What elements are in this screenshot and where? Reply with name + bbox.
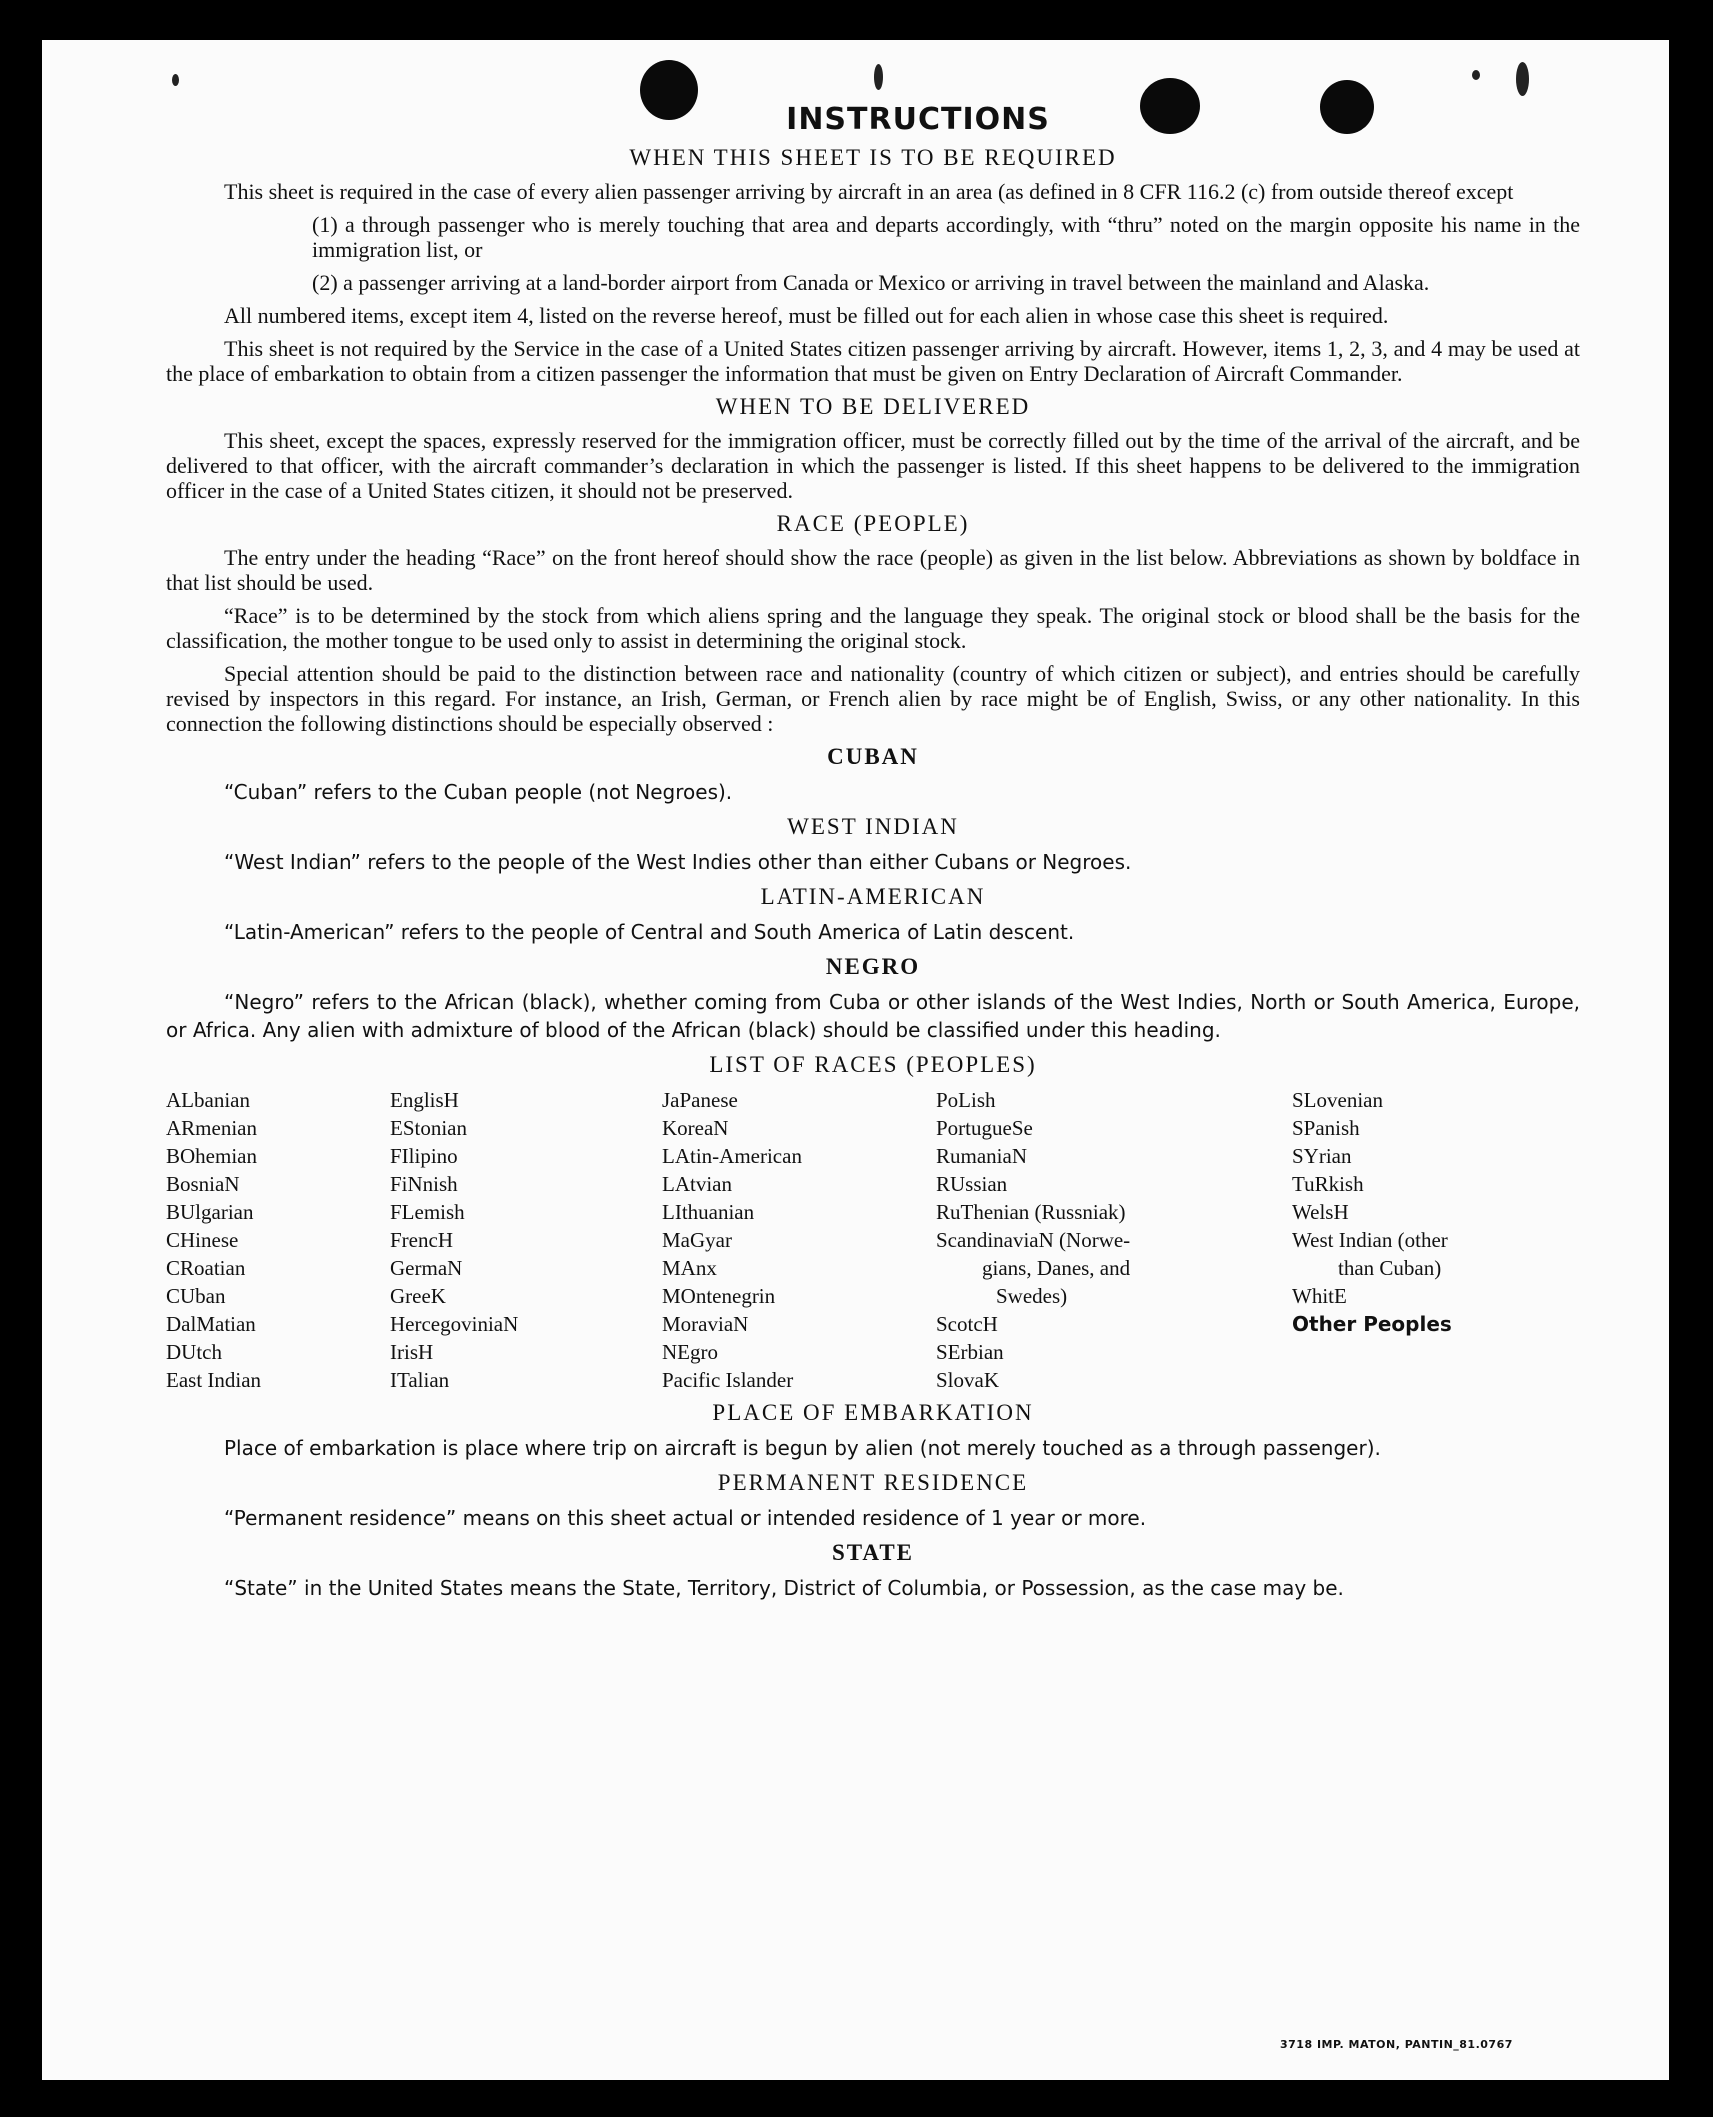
section-heading: CUBAN	[827, 744, 919, 769]
race-entry: Other Peoples	[1292, 1312, 1452, 1336]
race-column	[662, 1086, 936, 1394]
race-column	[390, 1086, 662, 1394]
race-entry: BosniaN	[166, 1172, 240, 1196]
page-title: INSTRUCTIONS	[786, 102, 1050, 137]
race-entry: DalMatian	[166, 1312, 256, 1336]
ink-speck	[172, 74, 179, 86]
race-entry-continued: gians, Danes, and	[982, 1256, 1131, 1280]
race-entry: EnglisH	[390, 1088, 459, 1112]
race-entry: RumaniaN	[936, 1144, 1027, 1168]
race-entry-continued: Swedes)	[996, 1284, 1068, 1308]
race-entry: FIlipino	[390, 1144, 458, 1168]
race-column	[166, 1086, 390, 1394]
race-entry: CRoatian	[166, 1256, 246, 1280]
section-heading: WEST INDIAN	[787, 814, 959, 839]
race-entry: FLemish	[390, 1200, 465, 1224]
section-heading: LIST OF RACES (PEOPLES)	[709, 1052, 1037, 1077]
race-entry: LIthuanian	[662, 1200, 755, 1224]
race-entry: JaPanese	[662, 1088, 738, 1112]
paragraph: This sheet is required in the case of every alien passenger arriving by aircraft in an area (as defined in 8 CFR 116.2 (c) from outside thereof except	[224, 179, 1514, 204]
paragraph: Special attention should be paid to the distinction between race and nationality (country of which citizen or subject), and entries should be carefully revised by inspectors in this regard. For instance, an Irish, German, or French alien by race might be of English, Swiss, or any other nationality. In this connection the following distinctions should be especially observed :	[166, 661, 1580, 736]
race-entry: FrencH	[390, 1228, 453, 1252]
race-entry: ITalian	[390, 1368, 450, 1392]
race-entry: MaGyar	[662, 1228, 732, 1252]
race-entry: SLovenian	[1292, 1088, 1383, 1112]
ink-speck	[874, 64, 883, 90]
race-entry: SlovaK	[936, 1368, 999, 1392]
section-heading: PLACE OF EMBARKATION	[712, 1400, 1034, 1425]
race-column	[936, 1086, 1292, 1394]
section-heading: WHEN THIS SHEET IS TO BE REQUIRED	[629, 145, 1117, 170]
race-entry: TuRkish	[1292, 1172, 1364, 1196]
section-heading: LATIN-AMERICAN	[760, 884, 986, 909]
paragraph: “West Indian” refers to the people of the West Indies other than either Cubans or Negroes.	[224, 850, 1132, 874]
race-entry: ScotcH	[936, 1312, 998, 1336]
race-entry: KoreaN	[662, 1116, 729, 1140]
race-list	[166, 1086, 1580, 1394]
race-entry: BUlgarian	[166, 1200, 254, 1224]
section-heading: STATE	[831, 1540, 914, 1565]
race-entry: ALbanian	[166, 1088, 250, 1112]
race-entry: LAtvian	[662, 1172, 732, 1196]
list-item: (1) a through passenger who is merely touching that area and departs accordingly, with “thru” noted on the margin opposite his name in the immigration list, or	[312, 212, 1580, 262]
race-entry: NEgro	[662, 1340, 718, 1364]
race-entry: FiNnish	[390, 1172, 458, 1196]
race-entry: MOntenegrin	[662, 1284, 776, 1308]
race-entry: PoLish	[936, 1088, 996, 1112]
race-entry: MoraviaN	[662, 1312, 749, 1336]
paragraph: All numbered items, except item 4, listed on the reverse hereof, must be filled out for each alien in whose case this sheet is required.	[224, 303, 1389, 328]
ink-speck	[1472, 70, 1480, 80]
paragraph: “Race” is to be determined by the stock from which aliens spring and the language they speak. The original stock or blood shall be the basis for the classification, the mother tongue to be used only to assist in determining the original stock.	[166, 603, 1580, 653]
printer-imprint: 3718 IMP. MATON, PANTIN_81.0767	[1280, 2038, 1513, 2051]
race-entry: CUban	[166, 1284, 226, 1308]
paragraph: “Latin-American” refers to the people of Central and South America of Latin descent.	[224, 920, 1075, 944]
race-entry: GreeK	[390, 1284, 446, 1308]
race-entry: DUtch	[166, 1340, 222, 1364]
race-entry: PortugueSe	[936, 1116, 1033, 1140]
race-entry: BOhemian	[166, 1144, 257, 1168]
paragraph: This sheet is not required by the Service in the case of a United States citizen passenger arriving by aircraft. However, items 1, 2, 3, and 4 may be used at the place of embarkation to obtain from a citizen passenger the information that must be given on Entry Declaration of Aircraft Commander.	[166, 336, 1580, 386]
paragraph: Place of embarkation is place where trip on aircraft is begun by alien (not merely touched as a through passenger).	[224, 1436, 1381, 1460]
ink-speck	[1516, 62, 1529, 96]
race-entry: LAtin-American	[662, 1144, 802, 1168]
race-entry: EStonian	[390, 1116, 467, 1140]
list-item: (2) a passenger arriving at a land-border airport from Canada or Mexico or arriving in travel between the mainland and Alaska.	[312, 270, 1430, 295]
paragraph: This sheet, except the spaces, expressly reserved for the immigration officer, must be correctly filled out by the time of the arrival of the aircraft, and be delivered to that officer, with the aircraft commander’s declaration in which the passenger is listed. If this sheet happens to be delivered to the immigration officer in the case of a United States citizen, it should not be preserved.	[166, 428, 1580, 503]
race-entry: GermaN	[390, 1256, 463, 1280]
instructions-body	[166, 102, 1580, 1610]
race-entry: ScandinaviaN (Norwe-	[936, 1228, 1131, 1252]
race-entry: MAnx	[662, 1256, 717, 1280]
race-entry: SYrian	[1292, 1144, 1352, 1168]
race-entry: WhitE	[1292, 1284, 1347, 1308]
race-entry: ARmenian	[166, 1116, 257, 1140]
race-entry: RUssian	[936, 1172, 1008, 1196]
section-heading: WHEN TO BE DELIVERED	[715, 394, 1031, 419]
race-entry-continued: than Cuban)	[1338, 1256, 1442, 1280]
paragraph: The entry under the heading “Race” on the front hereof should show the race (people) as given in the list below. Abbreviations as shown by boldface in that list should be used.	[166, 545, 1580, 595]
race-entry: CHinese	[166, 1228, 239, 1252]
race-entry: WelsH	[1292, 1200, 1349, 1224]
race-entry: SErbian	[936, 1340, 1004, 1364]
race-entry: RuThenian (Russniak)	[936, 1200, 1126, 1224]
section-heading: NEGRO	[825, 954, 921, 979]
race-entry: West Indian (other	[1292, 1228, 1448, 1252]
paragraph: “Permanent residence” means on this sheet actual or intended residence of 1 year or more.	[224, 1506, 1147, 1530]
race-entry: SPanish	[1292, 1116, 1360, 1140]
race-entry: HercegoviniaN	[390, 1312, 519, 1336]
document-page	[42, 40, 1669, 2080]
race-entry: East Indian	[166, 1368, 262, 1392]
section-heading: RACE (PEOPLE)	[776, 511, 970, 536]
race-entry: Pacific Islander	[662, 1368, 794, 1392]
paragraph: “Negro” refers to the African (black), whether coming from Cuba or other islands of the West Indies, North or South America, Europe, or Africa. Any alien with admixture of blood of the African (black) should be classified under this heading.	[166, 990, 1580, 1042]
paragraph: “Cuban” refers to the Cuban people (not Negroes).	[224, 780, 733, 804]
section-heading: PERMANENT RESIDENCE	[717, 1470, 1029, 1495]
paragraph: “State” in the United States means the State, Territory, District of Columbia, or Possession, as the case may be.	[224, 1576, 1344, 1600]
race-entry: IrisH	[390, 1340, 434, 1364]
race-column	[1292, 1086, 1572, 1394]
